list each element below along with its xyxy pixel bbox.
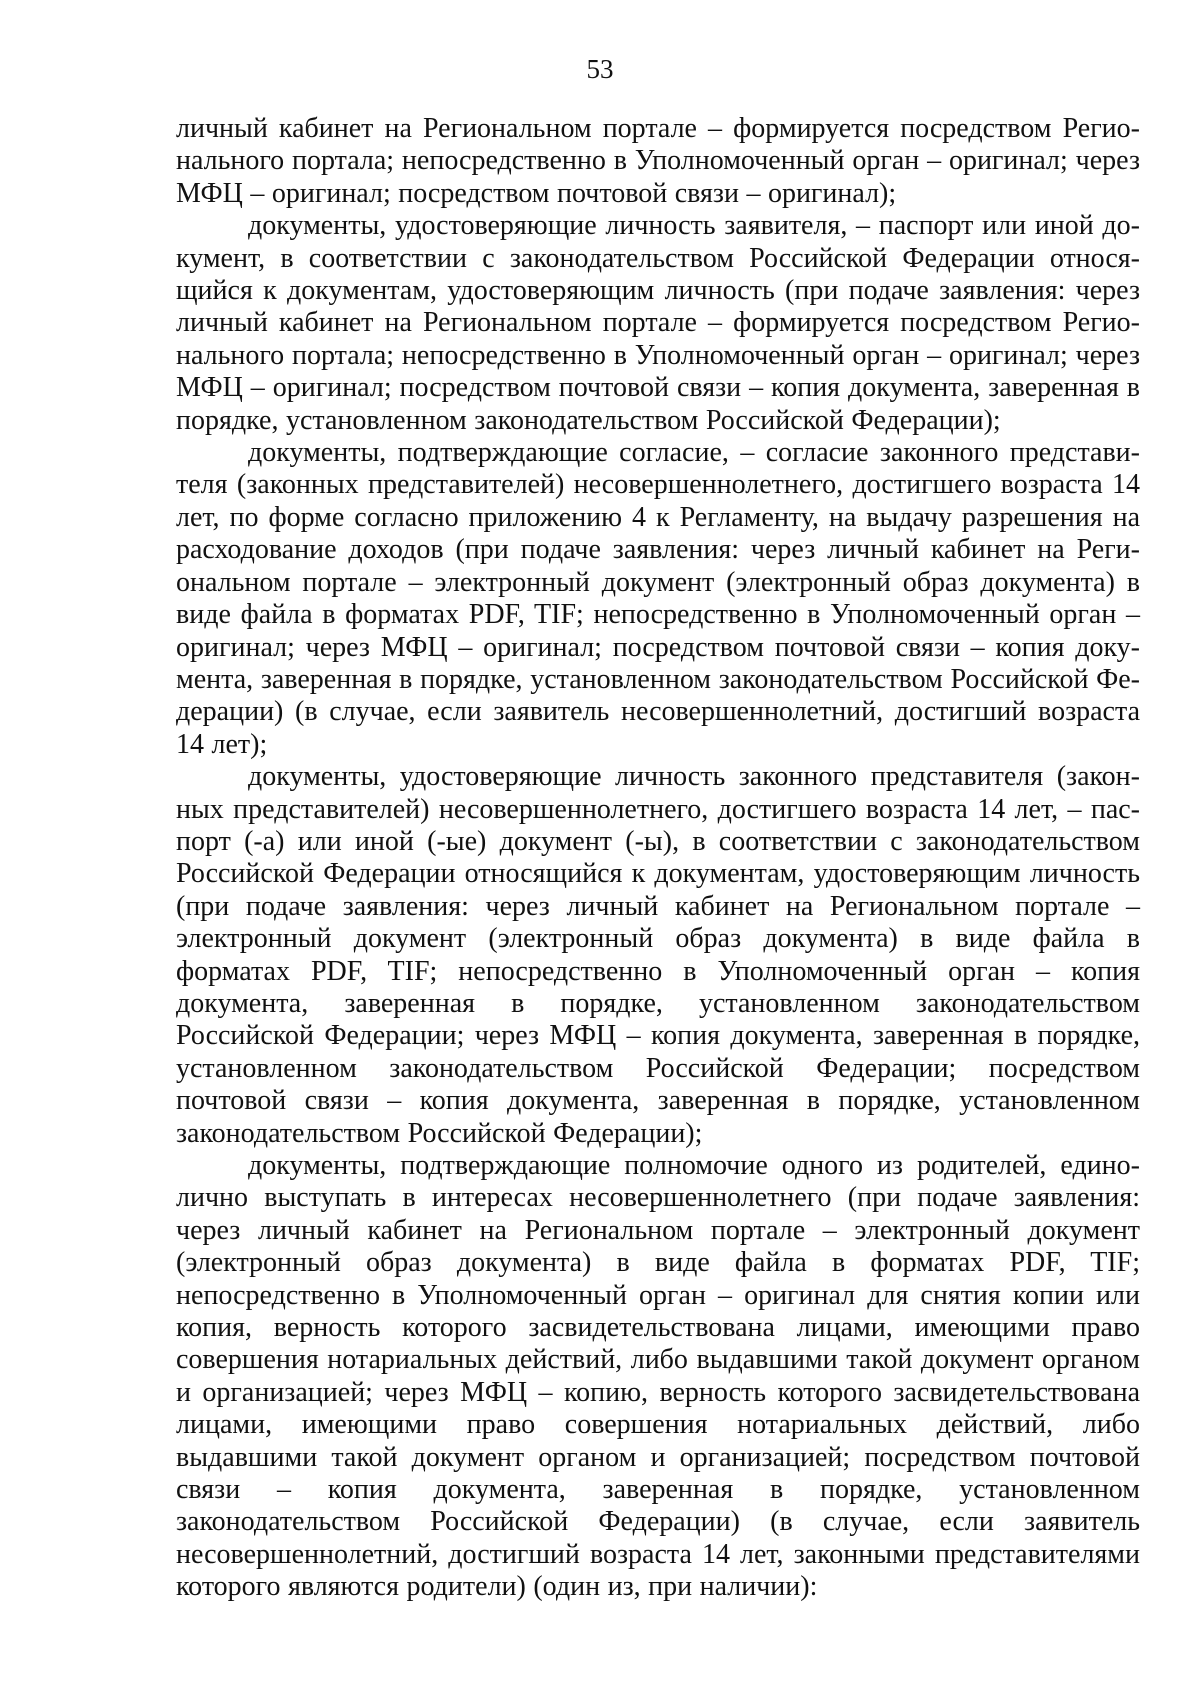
document-body [176,113,1140,1604]
paragraph-representative-identity-documents: документы, удостоверяющие личность законного представителя (законных представителей) несовершеннолетнего, достигшего возраста 14 лет, – паспорт (-а) или иной (-ые) документ (-ы), в соответствии с законодательством Российской Федерации относящийся к документам, удостоверяющим личность (при подаче заявления: через личный кабинет на Региональном портале – электронный документ (электронный образ документа) в виде файла в форматах PDF, TIF; непосредственно в Уполномоченный орган – копия документа, заверенная в порядке, установленном законодательством Российской Федерации; через МФЦ – копия документа, заверенная в порядке, установленном законодательством Российской Федерации; посредством почтовой связи – копия документа, заверенная в порядке, установленном законодательством Российской Федерации); [176,761,1140,1149]
page-number: 53 [586,54,614,84]
paragraph-parent-authority-documents: документы, подтверждающие полномочие одного из родителей, единолично выступать в интересах несовершеннолетнего (при подаче заявления: через личный кабинет на Региональном портале – электронный документ (электронный образ документа) в виде файла в форматах PDF, TIF; непосредственно в Уполномоченный орган – оригинал для снятия копии или копия, верность которого засвидетельствована лицами, имеющими право совершения нотариальных действий, либо выдавшими такой документ органом и организацией; через МФЦ – копию, верность которого засвидетельствована лицами, имеющими право совершения нотариальных действий, либо выдавшими такой документ органом и организацией; посредством почтовой связи – копия документа, заверенная в порядке, установленном законодательством Российской Федерации) (в случае, если заявитель несовершеннолетний, достигший возраста 14 лет, законными представителями которого являются родители) (один из, при наличии): [176,1150,1140,1603]
paragraph-continuation: личный кабинет на Региональном портале – формируется посредством Регионального портала; непосредственно в Уполномоченный орган – оригинал; через МФЦ – оригинал; посредством почтовой связи – оригинал); [176,113,1140,209]
paragraph-applicant-identity-documents: документы, удостоверяющие личность заявителя, – паспорт или иной документ, в соответствии с законодательством Российской Федерации относящийся к документам, удостоверяющим личность (при подаче заявления: через личный кабинет на Региональном портале – формируется посредством Регионального портала; непосредственно в Уполномоченный орган – оригинал; через МФЦ – оригинал; посредством почтовой связи – копия документа, заверенная в порядке, установленном законодательством Российской Федерации); [176,210,1140,436]
paragraph-consent-documents: документы, подтверждающие согласие, – согласие законного представителя (законных представителей) несовершеннолетнего, достигшего возраста 14 лет, по форме согласно приложению 4 к Регламенту, на выдачу разрешения на расходование доходов (при подаче заявления: через личный кабинет на Региональном портале – электронный документ (электронный образ документа) в виде файла в форматах PDF, TIF; непосредственно в Уполномоченный орган – оригинал; через МФЦ – оригинал; посредством почтовой связи – копия документа, заверенная в порядке, установленном законодательством Российской Федерации) (в случае, если заявитель несовершеннолетний, достигший возраста 14 лет); [176,437,1140,760]
